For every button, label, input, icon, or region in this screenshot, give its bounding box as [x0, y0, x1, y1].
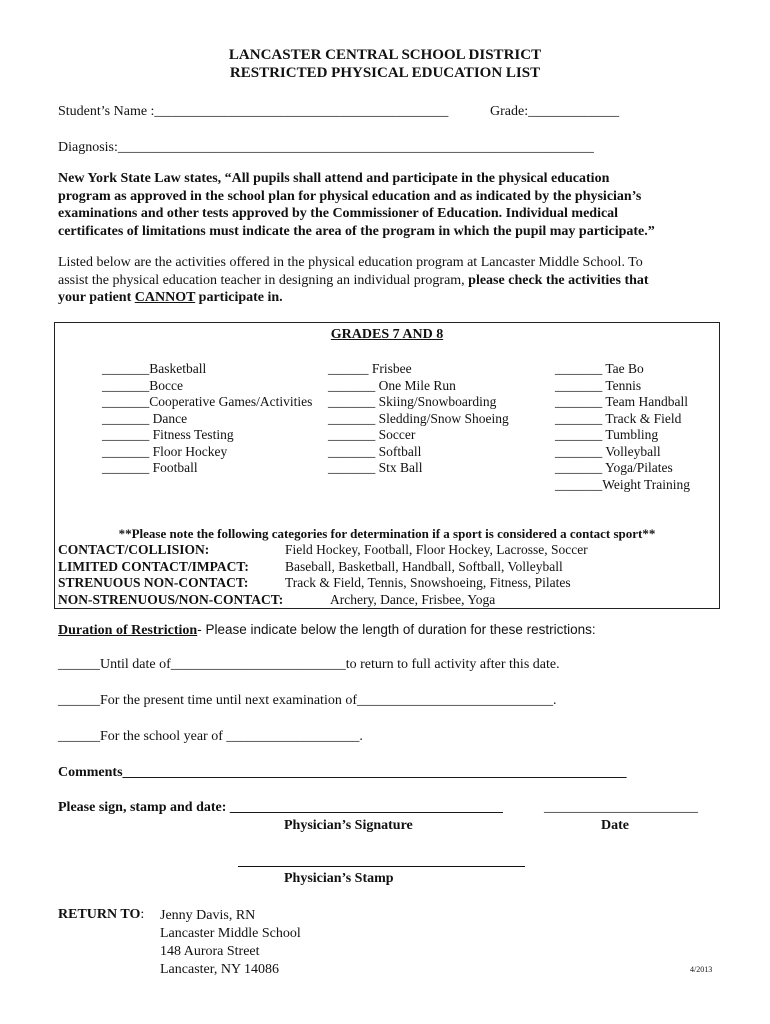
diagnosis-field[interactable]: Diagnosis:____________________________________________________________________: [58, 140, 594, 155]
date-caption: Date: [601, 818, 629, 833]
instructions-text: assist the physical education teacher in designing an individual program,: [58, 272, 469, 288]
activity-item[interactable]: _______ Team Handball: [555, 394, 689, 409]
activity-item[interactable]: _______ Track & Field: [555, 410, 682, 426]
date-line[interactable]: ______________________: [544, 800, 698, 815]
return-to-label: [58, 907, 144, 923]
instructions-paragraph: [58, 254, 649, 307]
activity-item[interactable]: _______ Dance: [102, 410, 188, 426]
category-row: [58, 558, 563, 576]
activity-item[interactable]: _______ Yoga/Pilates: [555, 460, 673, 475]
activity-item[interactable]: _______ Stx Ball: [328, 460, 423, 475]
instructions-line: [58, 289, 649, 307]
activity-item[interactable]: _______Bocce: [102, 377, 183, 393]
duration-until-date[interactable]: ______Until date of_________________________to return to full activity after this date.: [58, 657, 560, 672]
instructions-emphasis: please check the activities that: [468, 272, 649, 288]
form-title: RESTRICTED PHYSICAL EDUCATION LIST: [229, 65, 541, 81]
signature-caption: Physician’s Signature: [284, 818, 413, 833]
category-sports: Baseball, Basketball, Handball, Softball, Volleyball: [285, 558, 563, 574]
category-sports: Track & Field, Tennis, Snowshoeing, Fitness, Pilates: [285, 575, 571, 590]
signature-line[interactable]: _______________________________________: [229, 800, 503, 815]
law-line: examinations and other tests approved by the Commissioner of Education. Individual medical: [58, 206, 619, 221]
activities-column-2: [328, 361, 509, 477]
category-label: STRENUOUS NON-CONTACT:: [58, 575, 249, 590]
version-date: 4/2013: [690, 965, 713, 974]
stamp-caption: Physician’s Stamp: [284, 871, 394, 886]
instructions-line: Listed below are the activities offered in the physical education program at Lancaster Middle School. To: [58, 255, 643, 270]
activity-item[interactable]: _______ Fitness Testing: [102, 427, 234, 442]
activity-item[interactable]: _______ Tennis: [555, 377, 642, 393]
return-label-colon: :: [140, 907, 145, 922]
category-label: NON-STRENUOUS/NON-CONTACT:: [58, 591, 284, 607]
activity-item[interactable]: _______ Tae Bo: [555, 361, 644, 376]
activities-box: [54, 322, 720, 609]
stamp-line[interactable]: [238, 866, 525, 867]
duration-label: Duration of Restriction: [58, 623, 198, 638]
return-name: Jenny Davis, RN: [160, 908, 256, 923]
duration-until-exam[interactable]: ______For the present time until next examination of____________________________.: [58, 693, 557, 708]
activity-item[interactable]: _______ Soccer: [328, 427, 416, 442]
activity-item[interactable]: ______ Frisbee: [328, 361, 412, 376]
category-sports: Field Hockey, Football, Floor Hockey, Lacrosse, Soccer: [285, 542, 588, 557]
law-paragraph: [58, 170, 655, 240]
instructions-text: participate in.: [195, 290, 283, 305]
activity-item[interactable]: _______Weight Training: [555, 476, 691, 492]
student-name-field[interactable]: Student’s Name :__________________________________________: [58, 104, 449, 119]
category-row: [58, 542, 588, 559]
comments-field[interactable]: Comments________________________________________________________________________: [58, 765, 627, 780]
duration-heading: [58, 622, 596, 639]
activity-item[interactable]: _______Basketball: [102, 361, 207, 376]
category-label: CONTACT/COLLISION:: [58, 542, 210, 557]
activity-item[interactable]: _______Cooperative Games/Activities: [102, 394, 313, 409]
activity-item[interactable]: _______ Skiing/Snowboarding: [328, 394, 497, 409]
category-list: [58, 542, 588, 608]
duration-school-year[interactable]: ______For the school year of ___________________.: [58, 729, 363, 744]
law-line: certificates of limitations must indicate the area of the program in which the pupil may participate.”: [58, 223, 655, 239]
contact-sport-note: **Please note the following categories for determination if a sport is considered a contact sport**: [118, 526, 656, 541]
activity-item[interactable]: _______ Tumbling: [555, 427, 659, 442]
category-row: [58, 575, 571, 592]
category-row: [58, 591, 496, 609]
activities-column-1: [102, 361, 312, 477]
law-line: New York State Law states, “All pupils shall attend and participate in the physical education: [58, 171, 610, 186]
category-sports: Archery, Dance, Frisbee, Yoga: [330, 591, 496, 607]
cannot-emphasis: CANNOT: [134, 290, 196, 305]
return-street: 148 Aurora Street: [160, 944, 260, 959]
activity-item[interactable]: _______ Floor Hockey: [102, 443, 228, 459]
grade-field[interactable]: Grade:_____________: [490, 104, 620, 119]
return-school: Lancaster Middle School: [160, 926, 301, 941]
activities-column-3: [555, 361, 690, 493]
activity-item[interactable]: _______ Volleyball: [555, 443, 661, 459]
law-line: program as approved in the school plan for physical education and as indicated by the physician’s: [58, 188, 642, 204]
return-city: Lancaster, NY 14086: [160, 962, 280, 977]
instructions-text: your patient: [58, 290, 135, 305]
activity-item[interactable]: _______ Football: [102, 460, 198, 475]
activity-item[interactable]: _______ One Mile Run: [328, 377, 456, 393]
grades-heading: GRADES 7 AND 8: [330, 327, 444, 342]
duration-text: - Please indicate below the length of duration for these restrictions:: [197, 622, 596, 637]
activity-item[interactable]: _______ Softball: [328, 443, 422, 459]
return-label-text: RETURN TO: [58, 907, 141, 922]
sign-prompt: [58, 800, 503, 816]
activity-item[interactable]: _______ Sledding/Snow Shoeing: [328, 410, 509, 426]
return-address: [160, 907, 301, 979]
district-title: LANCASTER CENTRAL SCHOOL DISTRICT: [228, 47, 542, 63]
instructions-line: [58, 272, 649, 290]
sign-label: Please sign, stamp and date:: [58, 800, 230, 815]
category-label: LIMITED CONTACT/IMPACT:: [58, 558, 249, 574]
